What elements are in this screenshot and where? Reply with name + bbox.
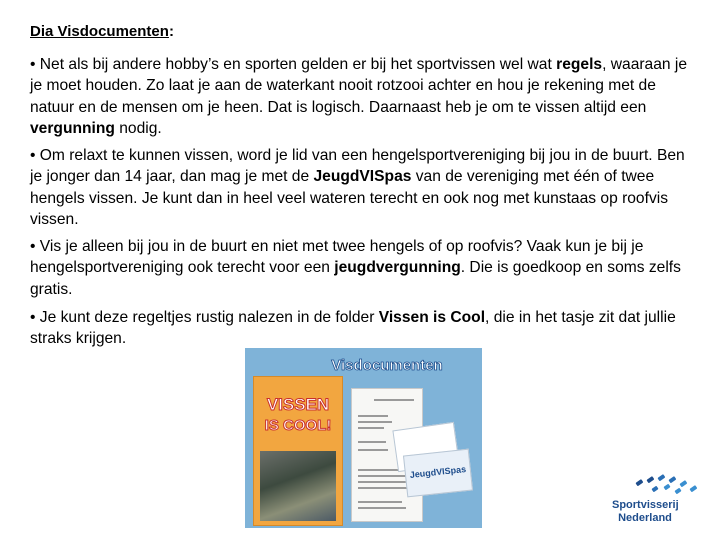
logo-text bbox=[612, 499, 678, 525]
slide-title-text: Dia Visdocumenten bbox=[30, 23, 169, 40]
visdocumenten-collage-image bbox=[245, 348, 482, 528]
paragraph-youth-permit-text: • Vis je alleen bij jou in de buurt en niet met twee hengels of op roofvis? Vaak kun je bij je hengelsportvereniging ook terecht voor een bbox=[30, 238, 644, 277]
paragraph-rules-text-2: , waaraan je je moet houden. Zo laat je aan de waterkant nooit rotzooi achter en hou je rekening met de natuur en de mensen om je heen. Dat is logisch. Daarnaast heb je om te vissen altijd een bbox=[30, 56, 688, 116]
paragraph-membership bbox=[30, 145, 690, 231]
slide-title-colon: : bbox=[168, 23, 174, 40]
paragraph-membership-bold-jeugd: Jeugd bbox=[313, 168, 360, 186]
vispas-card-front bbox=[403, 449, 473, 498]
paragraph-rules bbox=[30, 54, 690, 140]
paragraph-membership-bold-vispas: VISpas bbox=[359, 168, 412, 186]
folder-vissen-is-cool bbox=[253, 376, 343, 526]
logo-text-line-2: Nederland bbox=[618, 512, 672, 524]
paragraph-rules-bold-regels: regels bbox=[556, 56, 603, 73]
collage-header bbox=[317, 354, 457, 376]
folder-photo bbox=[260, 451, 336, 521]
paragraph-rules-text-3: nodig. bbox=[114, 120, 162, 138]
paragraph-folder-text-2: , die in het tasje zit dat jullie straks krijgen. bbox=[30, 309, 676, 348]
paragraph-membership-text-2: van de vereniging met één of twee hengels vissen. Je kunt dan in heel veel wateren terecht en ook nog met kunstaas op roofvis vissen. bbox=[30, 168, 668, 229]
paragraph-youth-permit-text-2: . Die is goedkoop en soms zelfs gratis. bbox=[30, 259, 681, 298]
paragraph-membership-text: • Om relaxt te kunnen vissen, word je lid van een hengelsportvereniging bij jou in de buurt. Ben je jonger dan 14 jaar, dan mag je met de bbox=[30, 147, 685, 186]
paragraph-folder-text: • Je kunt deze regeltjes rustig nalezen in de folder bbox=[30, 309, 379, 326]
paragraph-youth-permit bbox=[30, 236, 690, 300]
collage-header-text: Visdocumenten bbox=[331, 357, 443, 374]
paragraph-rules-bold-vergunning: vergunning bbox=[30, 120, 115, 138]
paragraph-folder-bold: Vissen is Cool bbox=[378, 309, 486, 326]
sportvisserij-nederland-logo bbox=[612, 473, 702, 531]
folder-title-line-1: VISSEN bbox=[266, 395, 330, 414]
folder-title-line-2: IS COOL! bbox=[264, 417, 332, 434]
slide-title bbox=[30, 23, 174, 40]
paragraph-rules-text: • Net als bij andere hobby’s en sporten gelden er bij het sportvissen wel wat bbox=[30, 56, 557, 73]
vispas-card-label: JeugdVISpas bbox=[409, 464, 467, 480]
folder-title bbox=[258, 393, 338, 435]
paragraph-folder bbox=[30, 307, 690, 350]
paragraph-youth-permit-bold: jeugdvergunning bbox=[334, 259, 461, 277]
logo-text-line-1: Sportvisserij bbox=[612, 499, 679, 511]
